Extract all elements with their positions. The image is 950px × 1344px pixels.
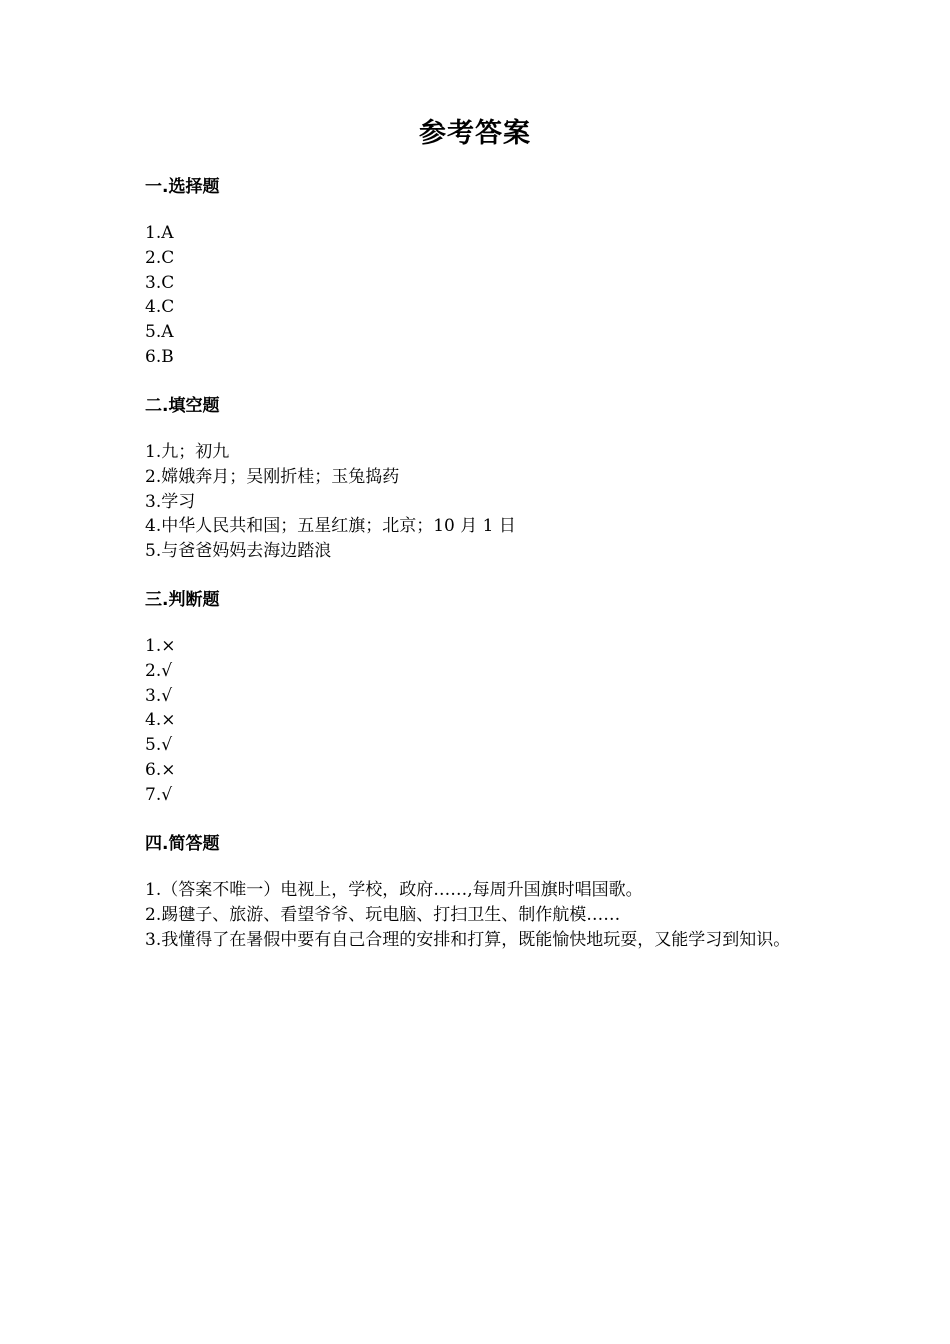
answer-item: 4.C [145, 297, 175, 318]
section-fill-in-blank [145, 394, 805, 564]
answer-item: 5.√ [145, 735, 173, 756]
answer-item: 7.√ [145, 784, 173, 805]
answer-item: 4.中华人民共和国；五星红旗；北京；10 月 1 日 [145, 516, 516, 537]
answer-item: 5.与爸爸妈妈去海边踏浪 [145, 541, 332, 562]
answer-item: 1.× [145, 636, 176, 656]
answer-list [145, 634, 805, 808]
answer-item: 2.嫦娥奔月；吴刚折桂；玉兔捣药 [145, 466, 400, 487]
answer-item: 6.× [145, 759, 176, 780]
answer-item: 5.A [145, 322, 174, 343]
section-heading: 三.判断题 [145, 590, 220, 610]
answer-item: 4.× [145, 710, 176, 731]
section-short-answer [145, 832, 805, 952]
section-multiple-choice [145, 175, 805, 370]
answer-item: 2.踢毽子、旅游、看望爷爷、玩电脑、打扫卫生、制作航模…… [145, 904, 621, 925]
answer-list [145, 440, 805, 564]
section-heading: 二.填空题 [145, 396, 220, 416]
answer-item: 1.（答案不唯一）电视上，学校，政府……,每周升国旗时唱国歌。 [145, 880, 643, 900]
answer-list [145, 221, 805, 370]
answer-item: 3.C [145, 272, 175, 293]
page-title: 参考答案 [419, 118, 531, 149]
answer-item: 3.学习 [145, 491, 196, 512]
section-heading: 四.简答题 [145, 834, 220, 854]
answer-item: 6.B [145, 346, 174, 367]
answer-item: 2.C [145, 247, 175, 268]
answer-item: 3.我懂得了在暑假中要有自己合理的安排和打算，既能愉快地玩耍，又能学习到知识。 [145, 929, 791, 950]
section-heading: 一.选择题 [145, 177, 220, 197]
answer-item: 3.√ [145, 685, 173, 706]
answer-item: 2.√ [145, 660, 173, 681]
section-true-false [145, 588, 805, 808]
answer-item: 1.九；初九 [145, 442, 230, 462]
answer-item: 1.A [145, 223, 174, 243]
answer-list [145, 878, 805, 952]
